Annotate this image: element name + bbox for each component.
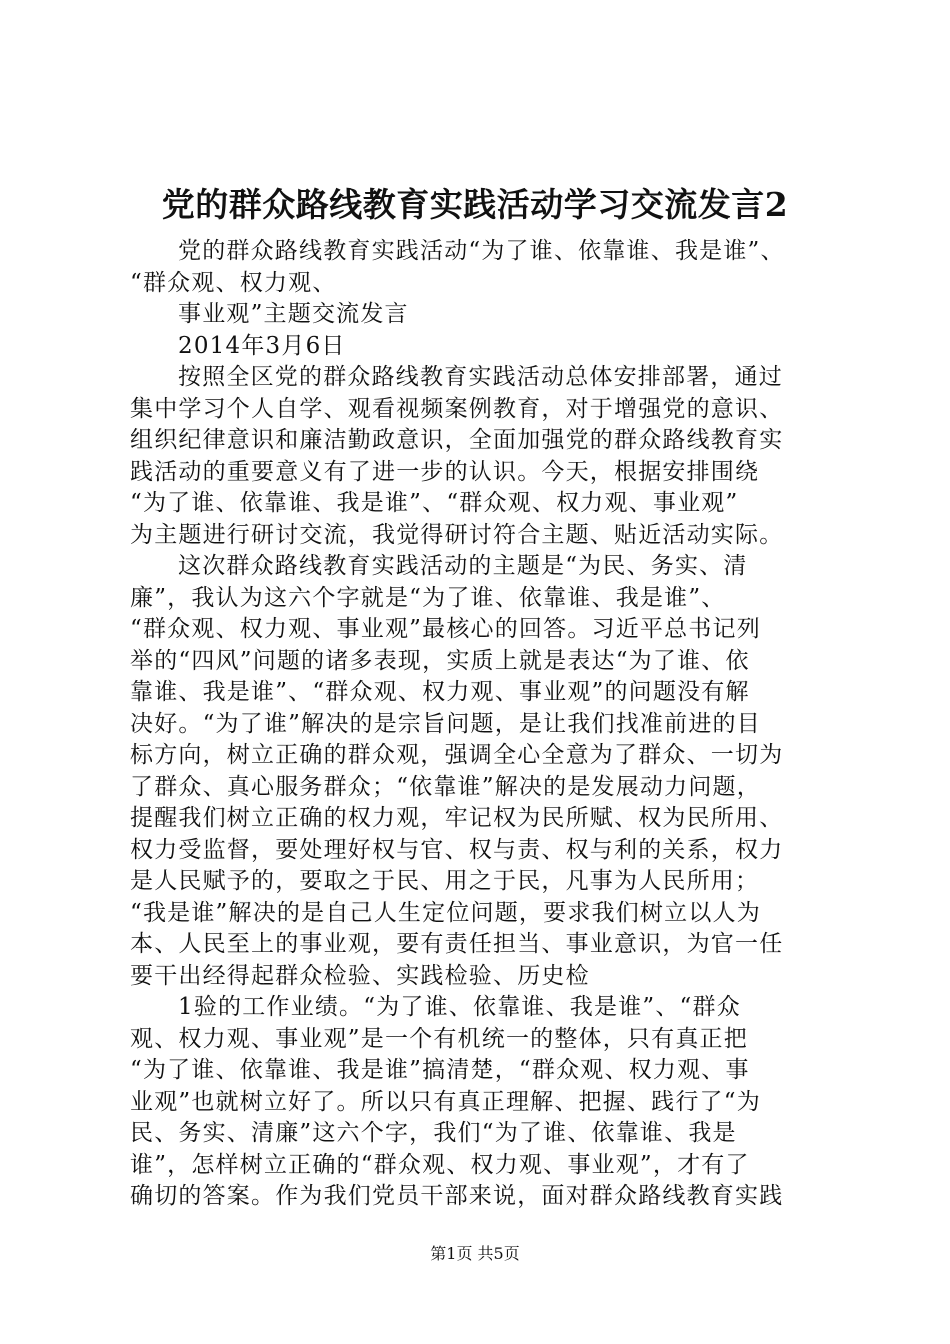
- body-line: 权力受监督，要处理好权与官、权与责、权与利的关系，权力: [130, 836, 784, 863]
- body-line: 按照全区党的群众路线教育实践活动总体安排部署，通过: [178, 364, 783, 390]
- body-line: 靠谁、我是谁”、“群众观、权力观、事业观”的问题没有解: [130, 679, 750, 705]
- body-line: 党的群众路线教育实践活动“为了谁、依靠谁、我是谁”、: [178, 238, 785, 264]
- body-line: 谁”，怎样树立正确的“群众观、权力观、事业观”，才有了: [130, 1151, 750, 1178]
- body-line: 是人民赋予的，要取之于民、用之于民，凡事为人民所用；: [130, 868, 760, 894]
- body-line: 廉”，我认为这六个字就是“为了谁、依靠谁、我是谁”、: [130, 584, 726, 611]
- body-line: 确切的答案。作为我们党员干部来说，面对群众路线教育实践: [130, 1183, 784, 1209]
- body-line: 1验的工作业绩。“为了谁、依靠谁、我是谁”、“群众: [178, 994, 741, 1020]
- body-line: 为主题进行研讨交流，我觉得研讨符合主题、贴近活动实际。: [130, 521, 784, 548]
- body-line: 集中学习个人自学、观看视频案例教育，对于增强党的意识、: [130, 395, 784, 422]
- page-footer: 第1页 共5页: [430, 1244, 520, 1263]
- document-body: [130, 236, 830, 1213]
- document-title: 党的群众路线教育实践活动学习交流发言2: [161, 185, 789, 224]
- body-line: 2014年3月6日: [178, 332, 346, 359]
- body-line: 标方向，树立正确的群众观，强调全心全意为了群众、一切为: [130, 742, 784, 768]
- body-line: 提醒我们树立正确的权力观，牢记权为民所赋、权为民所用、: [130, 805, 784, 831]
- body-line: 民、务实、清廉”这六个字，我们“为了谁、依靠谁、我是: [130, 1120, 737, 1146]
- body-line: 组织纪律意识和廉洁勤政意识，全面加强党的群众路线教育实: [130, 427, 784, 453]
- body-line: “群众观、权力观、: [130, 269, 337, 296]
- body-line: 要干出经得起群众检验、实践检验、历史检: [130, 962, 590, 989]
- body-line: “为了谁、依靠谁、我是谁”、“群众观、权力观、事业观”: [130, 490, 739, 516]
- body-line: 业观”也就树立好了。所以只有真正理解、把握、践行了“为: [130, 1088, 761, 1115]
- body-line: “为了谁、依靠谁、我是谁”搞清楚，“群众观、权力观、事: [130, 1057, 750, 1083]
- body-line: 事业观”主题交流发言: [178, 301, 409, 327]
- body-line: 本、人民至上的事业观，要有责任担当、事业意识，为官一任: [130, 931, 784, 957]
- body-line: 决好。“为了谁”解决的是宗旨问题，是让我们找准前进的目: [130, 710, 761, 737]
- body-line: “群众观、权力观、事业观”最核心的回答。习近平总书记列: [130, 616, 761, 642]
- body-line: 践活动的重要意义有了进一步的认识。今天，根据安排围绕: [130, 458, 760, 485]
- body-line: 这次群众路线教育实践活动的主题是“为民、务实、清: [178, 553, 748, 579]
- body-line: 举的“四风”问题的诸多表现，实质上就是表达“为了谁、依: [130, 647, 750, 674]
- body-line: 了群众、真心服务群众；“依靠谁”解决的是发展动力问题，: [130, 773, 761, 800]
- body-line: 观、权力观、事业观”是一个有机统一的整体，只有真正把: [130, 1025, 748, 1052]
- body-line: “我是谁”解决的是自己人生定位问题，要求我们树立以人为: [130, 899, 761, 926]
